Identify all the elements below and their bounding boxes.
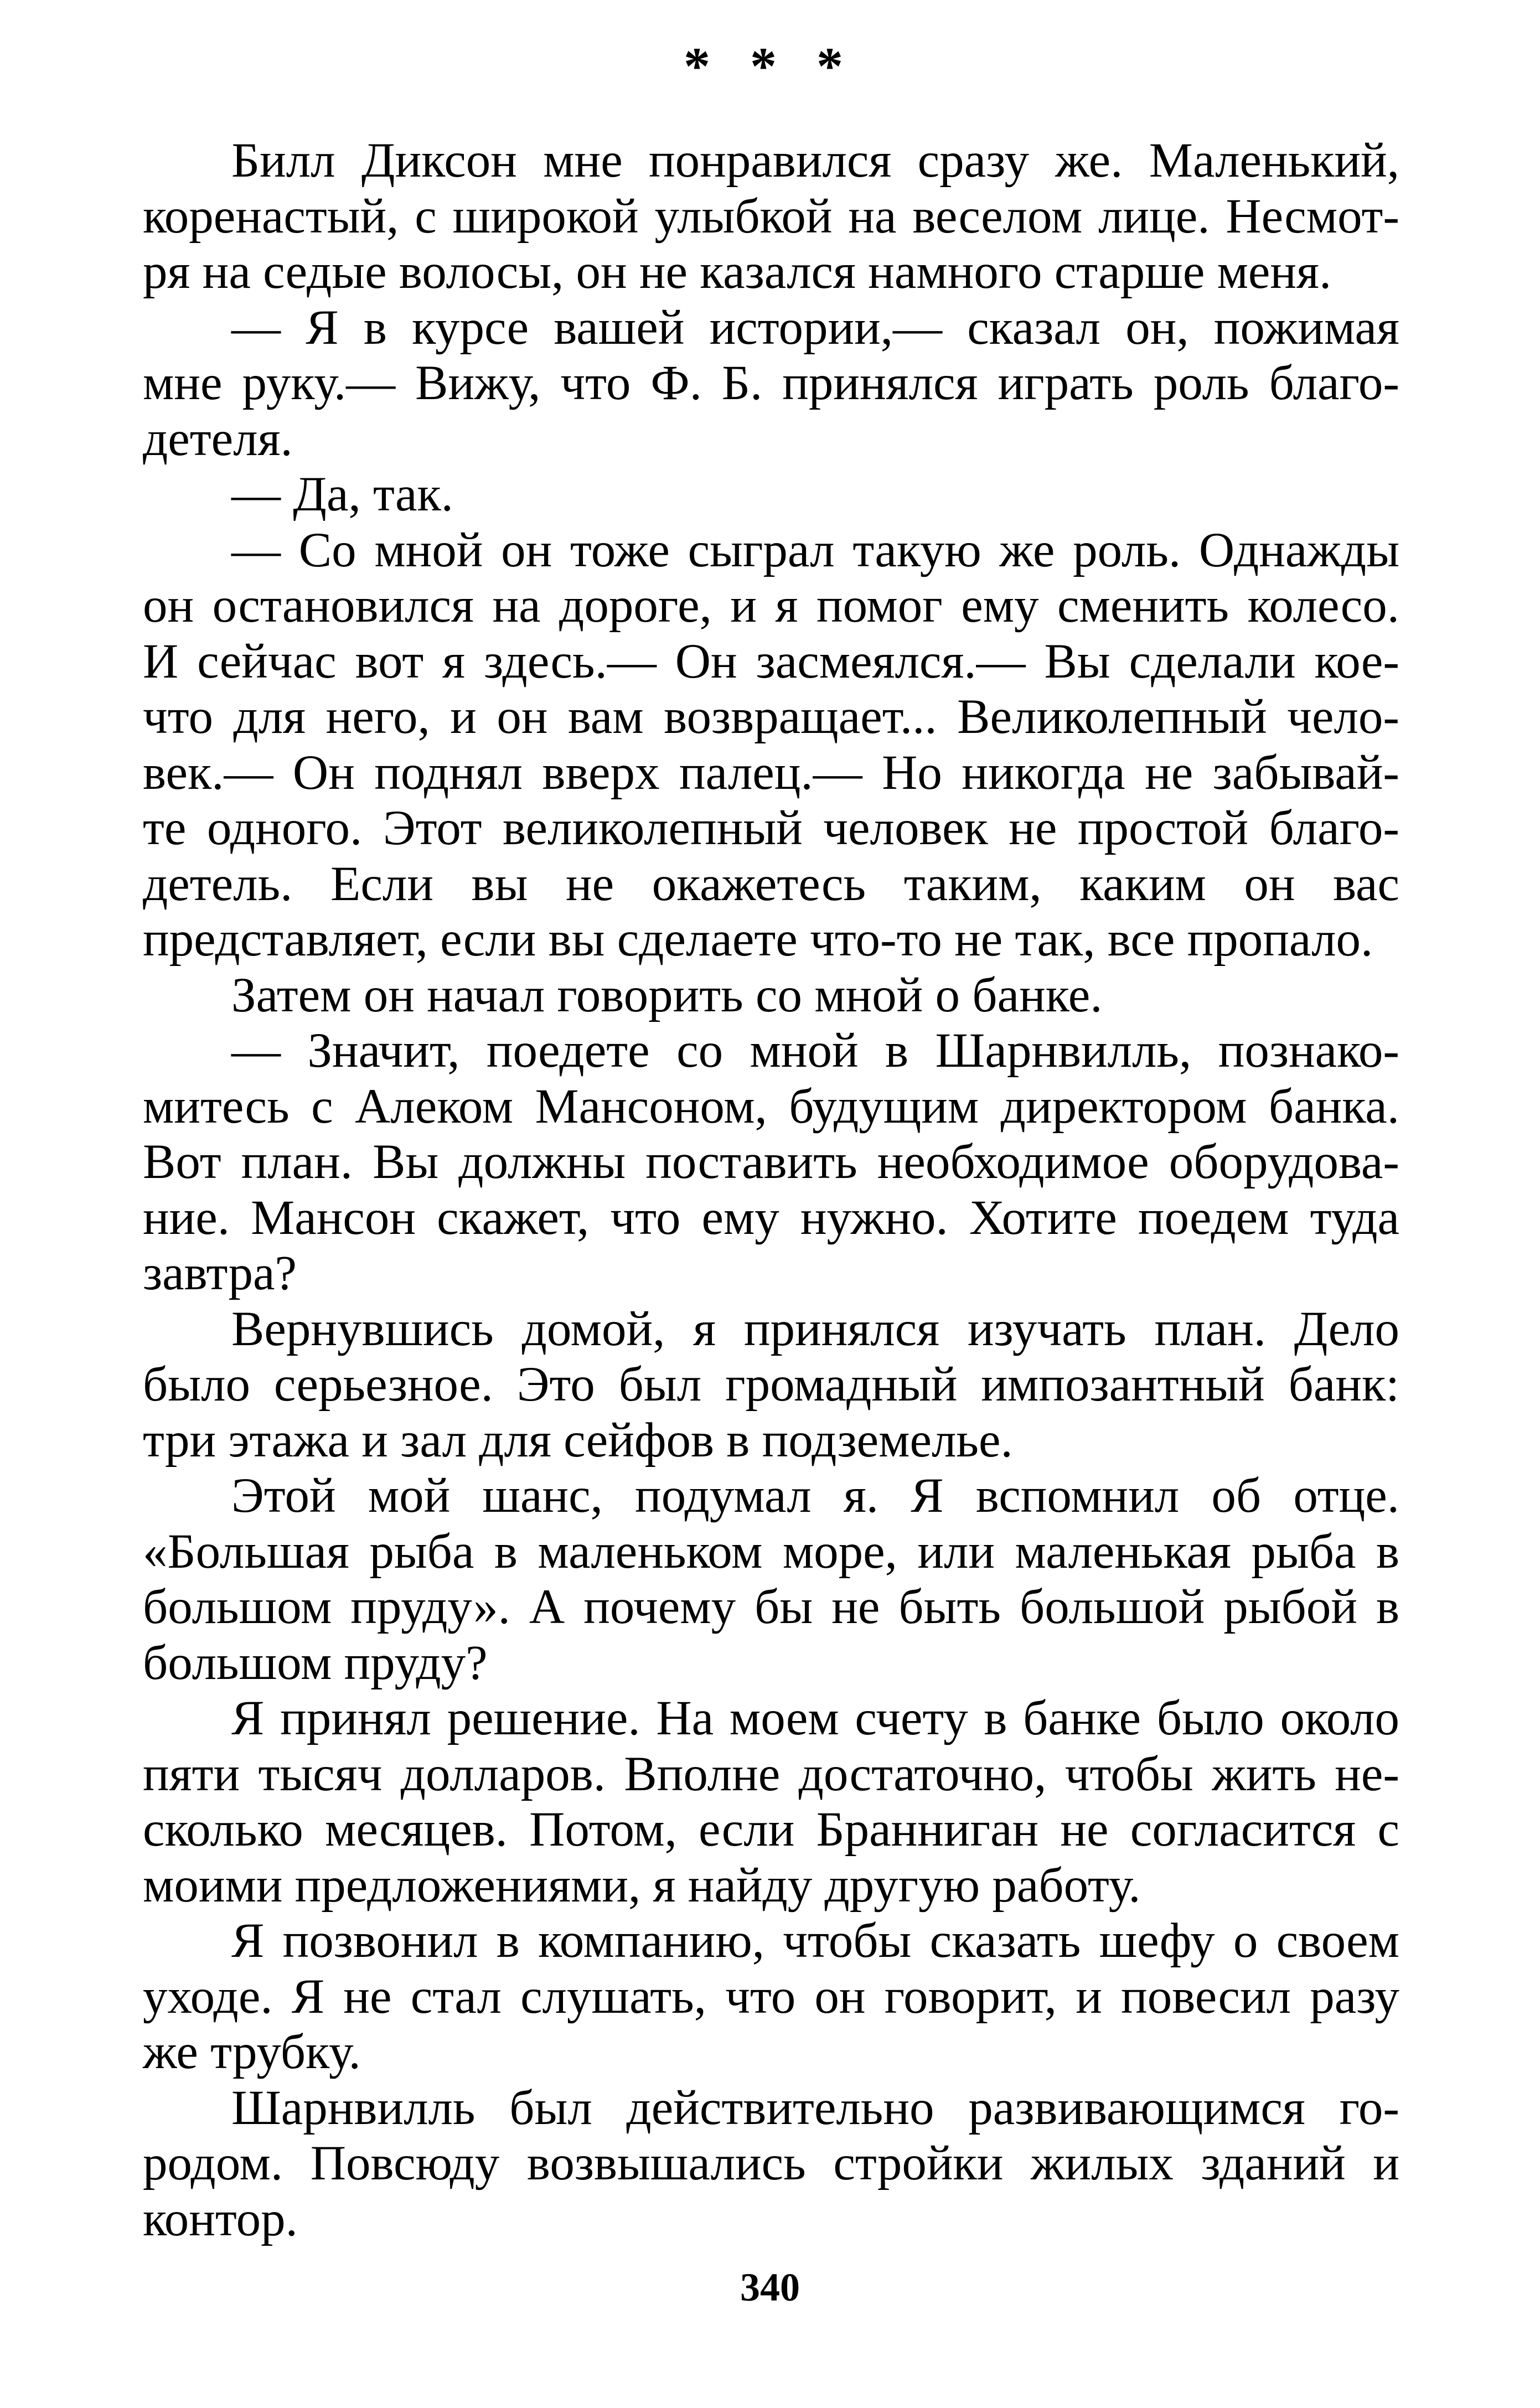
text-line: Затем он начал говорить со мной о банке. xyxy=(231,968,1103,1022)
text-line: И сейчас вот я здесь.— Он засмеялся.— Вы сделали кое- xyxy=(143,634,1399,689)
text-line: завтра? xyxy=(143,1246,297,1300)
text-line: коренастый, с широкой улыбкой на веселом лице. Несмот- xyxy=(143,189,1399,244)
text-line: Шарнвилль был действительно развивающимся го- xyxy=(231,2080,1399,2135)
text-line: было серьезное. Это был громадный импозантный банк: xyxy=(143,1357,1399,1412)
text-line: он остановился на дороге, и я помог ему сменить колесо. xyxy=(143,578,1399,633)
text-line: Билл Диксон мне понравился сразу же. Маленький, xyxy=(231,133,1399,188)
text-line: митесь с Алеком Мансоном, будущим директором банка. xyxy=(143,1079,1399,1134)
text-line: — Да, так. xyxy=(231,467,453,521)
text-line: пяти тысяч долларов. Вполне достаточно, чтобы жить не- xyxy=(143,1746,1399,1801)
body-text xyxy=(143,133,1399,2247)
text-line: век.— Он поднял вверх палец.— Но никогда не забывай- xyxy=(143,745,1399,800)
text-line: сколько месяцев. Потом, если Бранниган не согласится с xyxy=(143,1802,1399,1857)
text-line: Этой мой шанс, подумал я. Я вспомнил об отце. xyxy=(231,1469,1399,1523)
text-line: — Я в курсе вашей истории,— сказал он, пожимая xyxy=(231,300,1399,355)
text-line: моими предложениями, я найду другую работу. xyxy=(143,1858,1141,1913)
text-line: три этажа и зал для сейфов в подземелье. xyxy=(143,1413,1013,1467)
text-line: — Со мной он тоже сыграл такую же роль. Однажды xyxy=(231,523,1399,577)
text-line: Вернувшись домой, я принялся изучать план. Дело xyxy=(231,1301,1399,1356)
page-number: 340 xyxy=(740,2265,800,2309)
text-line: ние. Мансон скажет, что ему нужно. Хотите поедем туда xyxy=(143,1190,1399,1245)
text-line: Я принял решение. На моем счету в банке было около xyxy=(231,1691,1399,1745)
text-line: Я позвонил в компанию, чтобы сказать шефу о своем xyxy=(231,1914,1399,1968)
text-line: родом. Повсюду возвышались стройки жилых зданий и xyxy=(143,2136,1399,2190)
text-line: Вот план. Вы должны поставить необходимое оборудова- xyxy=(143,1135,1399,1189)
text-line: те одного. Этот великолепный человек не простой благо- xyxy=(143,801,1399,855)
text-line: уходе. Я не стал слушать, что он говорит, и повесил разу xyxy=(143,1969,1399,2024)
text-line: контор. xyxy=(143,2192,298,2246)
text-line: что для него, и он вам возвращает... Великолепный чело- xyxy=(143,690,1399,744)
text-line: ря на седые волосы, он не казался намного старше меня. xyxy=(143,245,1332,299)
text-line: детель. Если вы не окажетесь таким, каким он вас xyxy=(143,856,1399,911)
text-line: представляет, если вы сделаете что-то не так, все пропало. xyxy=(143,912,1373,967)
text-line: мне руку.— Вижу, что Ф. Б. принялся играть роль благо- xyxy=(143,356,1399,410)
section-separator: * * * xyxy=(684,37,856,96)
text-line: детеля. xyxy=(143,411,293,466)
text-line: большом пруду? xyxy=(143,1635,488,1690)
text-line: же трубку. xyxy=(143,2025,361,2079)
text-line: — Значит, поедете со мной в Шарнвилль, познако- xyxy=(231,1024,1399,1078)
text-line: «Большая рыба в маленьком море, или маленькая рыба в xyxy=(143,1524,1399,1579)
text-line: большом пруду». А почему бы не быть большой рыбой в xyxy=(143,1580,1399,1634)
